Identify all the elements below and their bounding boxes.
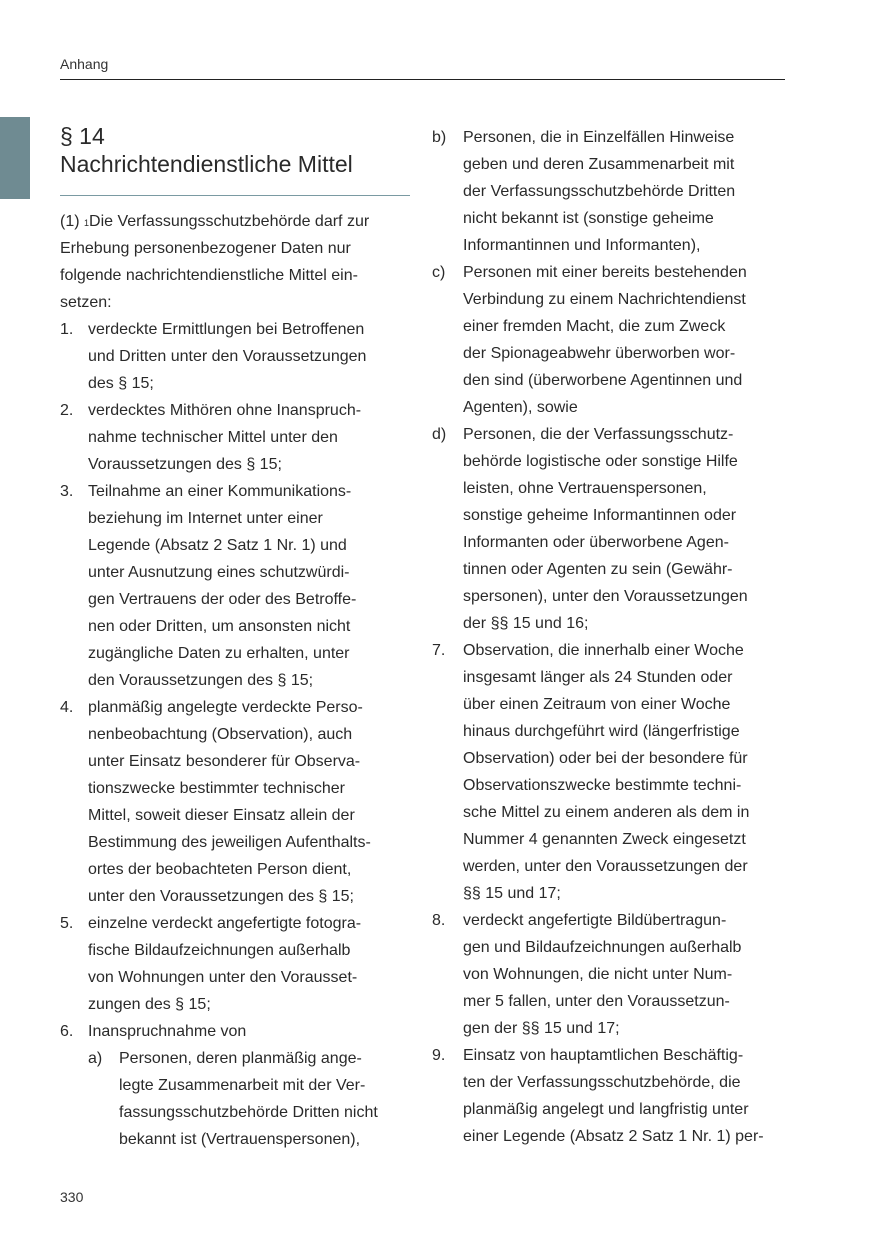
text-line: sonstige geheime Informantinnen oder [463,507,737,524]
text-line: von Wohnungen unter den Vorausset- [88,969,358,986]
intro-line: setzen: [60,294,112,311]
text-line: verdeckte Ermittlungen bei Betroffenen [88,321,365,338]
list-item-label: 8. [432,912,446,929]
text-line: Voraussetzungen des § 15; [88,456,282,473]
text-line: verdeckt angefertigte Bildübertragun- [463,912,727,929]
list-item [60,316,410,397]
text-line: Inanspruchnahme von [88,1023,247,1040]
right-numbered-list [432,637,787,1150]
text-line: unter Ausnutzung eines schutzwürdi- [88,564,350,581]
intro-paragraph [60,208,410,316]
chapter-tab-marker [0,117,30,199]
list-item-text [463,421,787,637]
text-line: den sind (überworbene Agentinnen und [463,372,743,389]
list-item [60,1018,410,1045]
section-number: § 14 [60,123,105,149]
list-item-text [88,316,410,397]
sub-list-item [88,1045,410,1153]
text-line: insgesamt länger als 24 Stunden oder [463,669,733,686]
text-line: gen und Bildaufzeichnungen außerhalb [463,939,742,956]
right-column [432,124,787,1150]
text-line: der §§ 15 und 16; [463,615,589,632]
list-item-label: b) [432,129,447,146]
list-item-text [88,910,410,1018]
text-line: über einen Zeitraum von einer Woche [463,696,731,713]
text-line: der Spionageabwehr überworben wor- [463,345,736,362]
header-rule [60,79,785,80]
list-item-label: 4. [60,699,74,716]
text-line: der Verfassungsschutzbehörde Dritten [463,183,736,200]
sub-list-item [432,259,787,421]
text-line: hinaus durchgeführt wird (längerfristige [463,723,740,740]
text-line: §§ 15 und 17; [463,885,561,902]
text-line: Mittel, soweit dieser Einsatz allein der [88,807,355,824]
right-sub-list [432,124,787,637]
text-line: Personen, die der Verfassungsschutz- [463,426,734,443]
text-line: fassungsschutzbehörde Dritten nicht [119,1104,378,1121]
text-line: einzelne verdeckt angefertigte fotogra- [88,915,362,932]
text-line: Informantinnen und Informanten), [463,237,701,254]
list-item-label: c) [432,264,446,281]
text-line: Bestimmung des jeweiligen Aufenthalts- [88,834,371,851]
text-line: leisten, ohne Vertrauenspersonen, [463,480,707,497]
list-item-text [463,637,787,907]
text-line: zungen des § 15; [88,996,211,1013]
text-line: Teilnahme an einer Kommunikations- [88,483,352,500]
paragraph-number: (1) [60,213,84,230]
text-line: geben und deren Zusammenarbeit mit [463,156,735,173]
list-item-text [463,907,787,1042]
intro-line: Die Verfassungsschutzbehörde darf zur [89,213,370,230]
list-item [60,910,410,1018]
list-item-text [88,397,410,478]
section-title: Nachrichtendienstliche Mittel [60,151,353,177]
text-line: Personen, die in Einzelfällen Hinweise [463,129,735,146]
text-line: Legende (Absatz 2 Satz 1 Nr. 1) und [88,537,347,554]
text-line: einer Legende (Absatz 2 Satz 1 Nr. 1) per- [463,1128,764,1145]
text-line: legte Zusammenarbeit mit der Ver- [119,1077,366,1094]
title-rule [60,195,410,196]
intro-line: folgende nachrichtendienstliche Mittel ein- [60,267,358,284]
list-item-label: d) [432,426,447,443]
list-item-label: 9. [432,1047,446,1064]
list-item-text [88,694,410,910]
running-header: Anhang [60,56,109,72]
left-sub-list [88,1045,410,1153]
page-number: 330 [60,1189,84,1205]
text-line: Observationszwecke bestimmte techni- [463,777,742,794]
text-line: ortes der beobachteten Person dient, [88,861,352,878]
left-numbered-list [60,316,410,1045]
text-line: ten der Verfassungsschutzbehörde, die [463,1074,741,1091]
text-line: unter Einsatz besonderer für Observa- [88,753,361,770]
text-line: unter den Voraussetzungen des § 15; [88,888,354,905]
list-item-label: 2. [60,402,74,419]
text-line: nicht bekannt ist (sonstige geheime [463,210,714,227]
text-line: nen oder Dritten, um ansonsten nicht [88,618,351,635]
text-line: Informanten oder überworbene Agen- [463,534,729,551]
text-line: Agenten), sowie [463,399,578,416]
list-item-text [463,259,787,421]
list-item-text [463,1042,787,1150]
text-line: Personen, deren planmäßig ange- [119,1050,362,1067]
list-item-label: 7. [432,642,446,659]
text-line: Verbindung zu einem Nachrichtendienst [463,291,746,308]
text-line: planmäßig angelegt und langfristig unter [463,1101,749,1118]
text-line: Personen mit einer bereits bestehenden [463,264,747,281]
list-item-label: 3. [60,483,74,500]
text-line: planmäßig angelegte verdeckte Perso- [88,699,363,716]
text-line: gen Vertrauens der oder des Betroffe- [88,591,357,608]
list-item-label: a) [88,1050,103,1067]
text-line: des § 15; [88,375,154,392]
text-line: tionszwecke bestimmter technischer [88,780,345,797]
text-line: einer fremden Macht, die zum Zweck [463,318,726,335]
text-line: behörde logistische oder sonstige Hilfe [463,453,738,470]
sentence-number: 1 [84,218,90,228]
text-line: gen der §§ 15 und 17; [463,1020,620,1037]
text-line: werden, unter den Voraussetzungen der [463,858,748,875]
list-item [432,1042,787,1150]
list-item [60,478,410,694]
text-line: den Voraussetzungen des § 15; [88,672,314,689]
list-item-text [119,1045,410,1153]
text-line: nahme technischer Mittel unter den [88,429,338,446]
text-line: nenbeobachtung (Observation), auch [88,726,353,743]
list-item-text [88,478,410,694]
text-line: Observation, die innerhalb einer Woche [463,642,744,659]
text-line: mer 5 fallen, unter den Voraussetzun- [463,993,730,1010]
list-item [60,694,410,910]
text-line: tinnen oder Agenten zu sein (Gewähr- [463,561,733,578]
list-item-label: 1. [60,321,74,338]
list-item-label: 6. [60,1023,74,1040]
list-item [60,397,410,478]
text-line: fische Bildaufzeichnungen außerhalb [88,942,351,959]
text-line: bekannt ist (Vertrauenspersonen), [119,1131,361,1148]
text-line: und Dritten unter den Voraussetzungen [88,348,367,365]
text-line: beziehung im Internet unter einer [88,510,323,527]
text-line: Observation) oder bei der besondere für [463,750,748,767]
left-column [60,118,410,1153]
text-line: Nummer 4 genannten Zweck eingesetzt [463,831,746,848]
text-line: spersonen), unter den Voraussetzungen [463,588,748,605]
text-line: verdecktes Mithören ohne Inanspruch- [88,402,362,419]
list-item-label: 5. [60,915,74,932]
list-item-text [88,1018,410,1045]
text-line: sche Mittel zu einem anderen als dem in [463,804,750,821]
text-line: von Wohnungen, die nicht unter Num- [463,966,733,983]
text-line: zugängliche Daten zu erhalten, unter [88,645,350,662]
list-item [432,637,787,907]
list-item [432,907,787,1042]
sub-list-item [432,124,787,259]
list-item-text [463,124,787,259]
intro-line: Erhebung personenbezogener Daten nur [60,240,351,257]
sub-list-item [432,421,787,637]
text-line: Einsatz von hauptamtlichen Beschäftig- [463,1047,744,1064]
